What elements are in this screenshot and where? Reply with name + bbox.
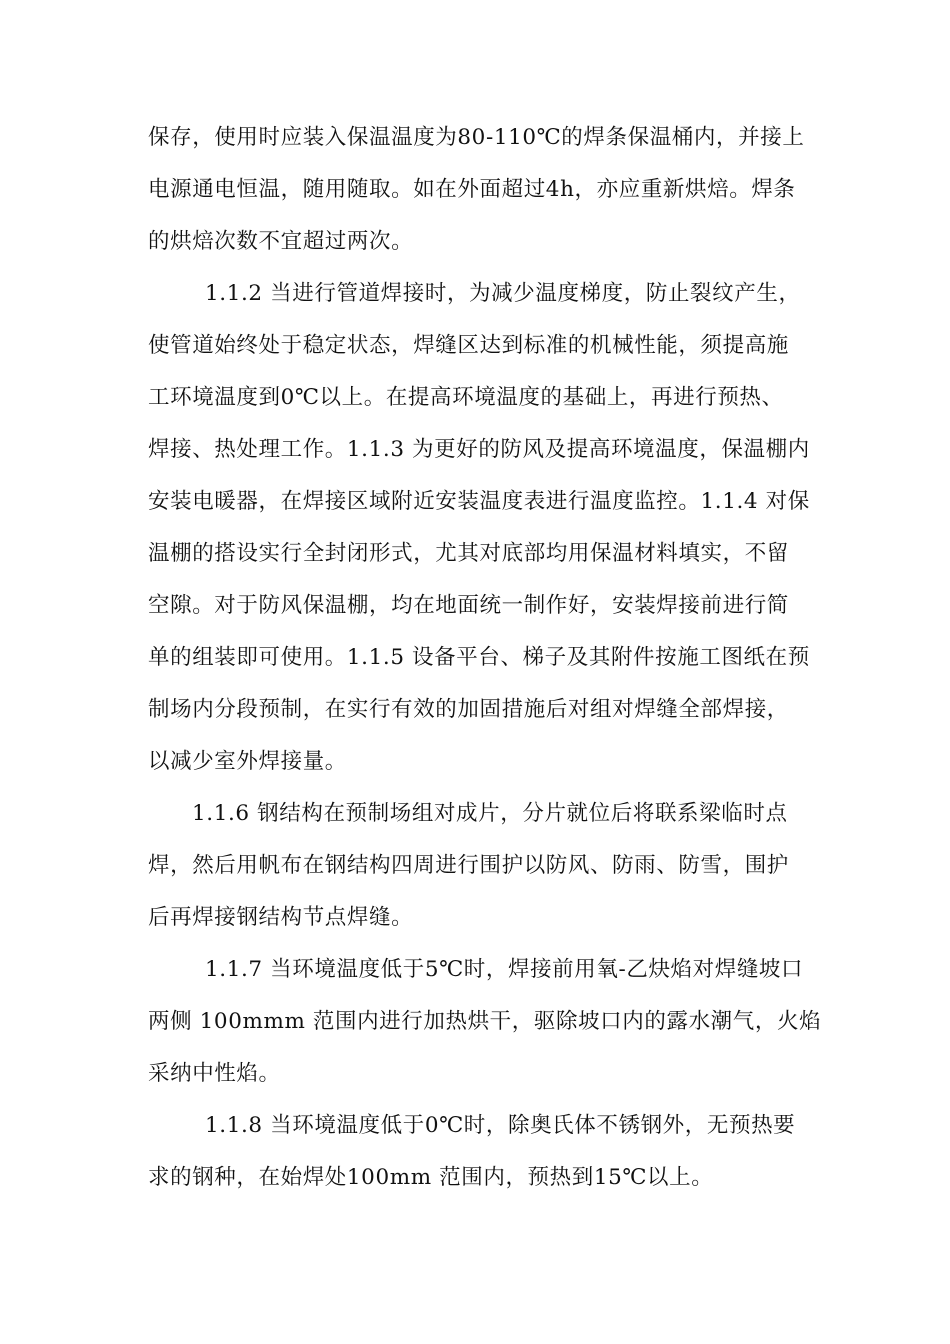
text-line: 后再焊接钢结构节点焊缝。 [148,905,414,930]
paragraph-1-1-8-start: 1.1.8 当环境温度低于0℃时，除奥氏体不锈钢外，无预热要 [205,1113,796,1138]
text-line: 以减少室外焊接量。 [148,749,347,774]
text-line: 使管道始终处于稳定状态，焊缝区达到标准的机械性能，须提高施 [148,333,789,358]
text-line: 保存，使用时应装入保温温度为80-110℃的焊条保温桶内，并接上 [148,125,805,150]
text-line: 制场内分段预制，在实行有效的加固措施后对组对焊缝全部焊接， [148,697,789,722]
text-line: 求的钢种，在始焊处100mm 范围内，预热到15℃以上。 [148,1165,714,1190]
text-line: 安装电暖器，在焊接区域附近安装温度表进行温度监控。1.1.4 对保 [148,489,810,514]
text-line: 焊，然后用帆布在钢结构四周进行围护以防风、防雨、防雪，围护 [148,853,789,878]
text-line: 电源通电恒温，随用随取。如在外面超过4h，亦应重新烘焙。焊条 [148,177,796,202]
text-line: 采纳中性焰。 [148,1061,281,1086]
text-line: 两侧 100mmm 范围内进行加热烘干，驱除坡口内的露水潮气，火焰 [148,1009,822,1034]
text-line: 的烘焙次数不宜超过两次。 [148,229,414,254]
text-line: 空隙。对于防风保温棚，均在地面统一制作好，安装焊接前进行简 [148,593,789,618]
paragraph-1-1-2-start: 1.1.2 当进行管道焊接时，为减少温度梯度，防止裂纹产生， [205,281,801,306]
text-line: 单的组装即可使用。1.1.5 设备平台、梯子及其附件按施工图纸在预 [148,645,810,670]
paragraph-1-1-6-start: 1.1.6 钢结构在预制场组对成片，分片就位后将联系梁临时点 [192,801,788,826]
paragraph-1-1-7-start: 1.1.7 当环境温度低于5℃时，焊接前用氧-乙炔焰对焊缝坡口 [205,957,804,982]
text-line: 温棚的搭设实行全封闭形式，尤其对底部均用保温材料填实，不留 [148,541,789,566]
text-line: 焊接、热处理工作。1.1.3 为更好的防风及提高环境温度，保温棚内 [148,437,810,462]
text-line: 工环境温度到0℃以上。在提高环境温度的基础上，再进行预热、 [148,385,784,410]
